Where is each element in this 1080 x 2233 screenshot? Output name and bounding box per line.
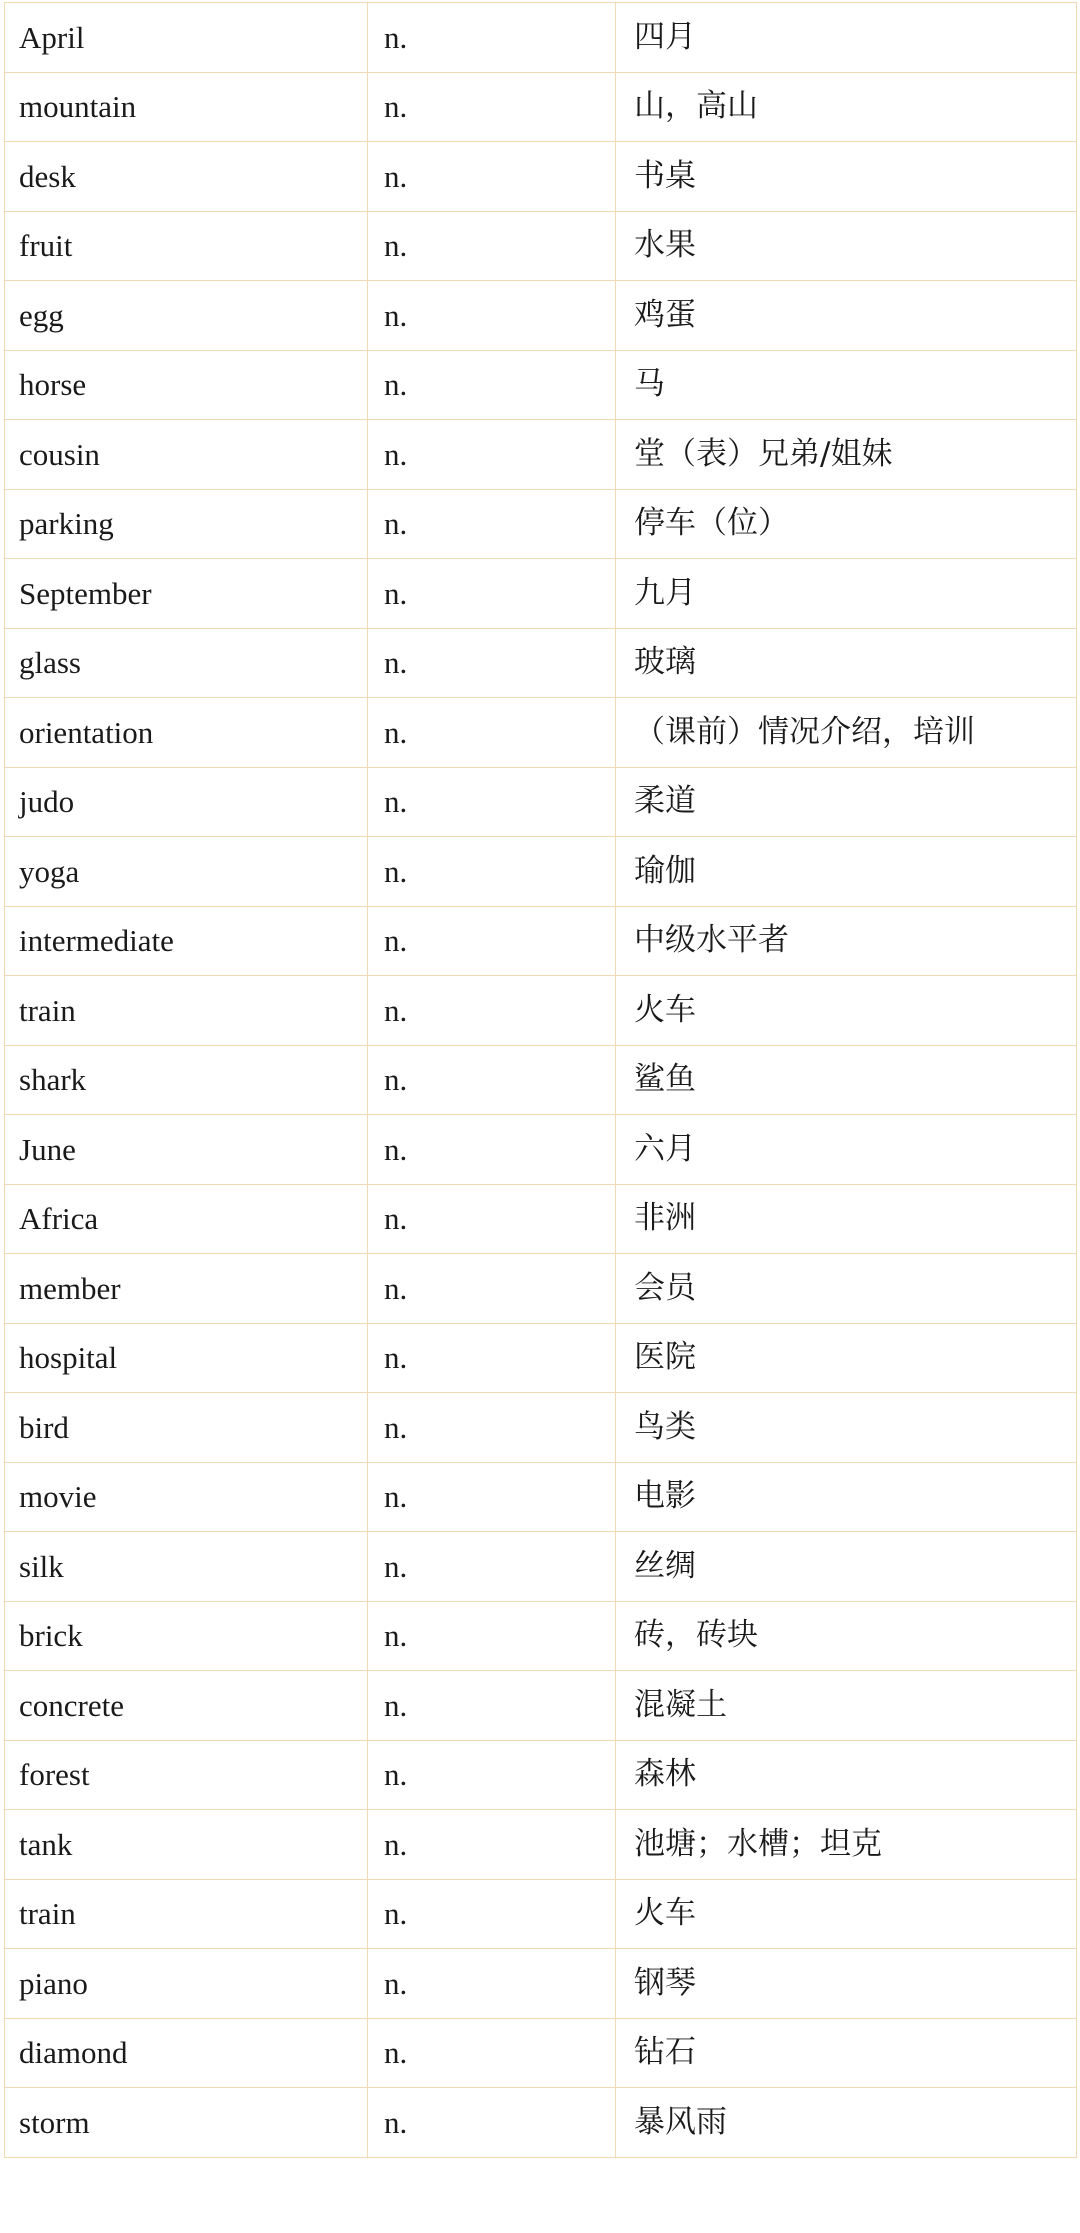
word-cell: concrete [5, 1671, 368, 1741]
word-cell: movie [5, 1462, 368, 1532]
part-of-speech-cell: n. [368, 628, 616, 698]
meaning-cell: 水果 [616, 211, 1077, 281]
vocabulary-table [4, 2, 1077, 2158]
word-cell: bird [5, 1393, 368, 1463]
meaning-cell: 混凝土 [616, 1671, 1077, 1741]
part-of-speech-cell: n. [368, 1532, 616, 1602]
meaning-cell: 丝绸 [616, 1532, 1077, 1602]
meaning-cell: 电影 [616, 1462, 1077, 1532]
table-row [5, 767, 1077, 837]
table-row [5, 1323, 1077, 1393]
meaning-cell: 暴风雨 [616, 2088, 1077, 2158]
meaning-cell: 柔道 [616, 767, 1077, 837]
word-cell: mountain [5, 72, 368, 142]
part-of-speech-cell: n. [368, 72, 616, 142]
part-of-speech-cell: n. [368, 906, 616, 976]
part-of-speech-cell: n. [368, 1879, 616, 1949]
word-cell: glass [5, 628, 368, 698]
meaning-cell: 九月 [616, 559, 1077, 629]
word-cell: brick [5, 1601, 368, 1671]
table-row [5, 906, 1077, 976]
part-of-speech-cell: n. [368, 1462, 616, 1532]
word-cell: shark [5, 1045, 368, 1115]
table-row [5, 281, 1077, 351]
table-row [5, 211, 1077, 281]
table-row [5, 1184, 1077, 1254]
table-row [5, 1810, 1077, 1880]
table-row [5, 420, 1077, 490]
word-cell: silk [5, 1532, 368, 1602]
word-cell: storm [5, 2088, 368, 2158]
table-row [5, 1949, 1077, 2019]
meaning-cell: 森林 [616, 1740, 1077, 1810]
word-cell: fruit [5, 211, 368, 281]
table-row [5, 2018, 1077, 2088]
part-of-speech-cell: n. [368, 1323, 616, 1393]
meaning-cell: 瑜伽 [616, 837, 1077, 907]
meaning-cell: 钢琴 [616, 1949, 1077, 2019]
part-of-speech-cell: n. [368, 211, 616, 281]
table-row [5, 1879, 1077, 1949]
table-row [5, 72, 1077, 142]
table-row [5, 2088, 1077, 2158]
table-row [5, 1740, 1077, 1810]
meaning-cell: 会员 [616, 1254, 1077, 1324]
word-cell: horse [5, 350, 368, 420]
part-of-speech-cell: n. [368, 2018, 616, 2088]
meaning-cell: 非洲 [616, 1184, 1077, 1254]
meaning-cell: （课前）情况介绍，培训 [616, 698, 1077, 768]
word-cell: June [5, 1115, 368, 1185]
word-cell: train [5, 976, 368, 1046]
table-row [5, 837, 1077, 907]
word-cell: Africa [5, 1184, 368, 1254]
word-cell: cousin [5, 420, 368, 490]
part-of-speech-cell: n. [368, 1601, 616, 1671]
table-row [5, 698, 1077, 768]
word-cell: piano [5, 1949, 368, 2019]
word-cell: September [5, 559, 368, 629]
part-of-speech-cell: n. [368, 489, 616, 559]
table-row [5, 1115, 1077, 1185]
table-row [5, 1601, 1077, 1671]
part-of-speech-cell: n. [368, 1393, 616, 1463]
table-row [5, 1254, 1077, 1324]
part-of-speech-cell: n. [368, 559, 616, 629]
meaning-cell: 停车（位） [616, 489, 1077, 559]
meaning-cell: 玻璃 [616, 628, 1077, 698]
word-cell: member [5, 1254, 368, 1324]
word-cell: intermediate [5, 906, 368, 976]
word-cell: orientation [5, 698, 368, 768]
meaning-cell: 池塘；水槽；坦克 [616, 1810, 1077, 1880]
meaning-cell: 书桌 [616, 142, 1077, 212]
part-of-speech-cell: n. [368, 837, 616, 907]
word-cell: diamond [5, 2018, 368, 2088]
word-cell: egg [5, 281, 368, 351]
table-row [5, 1462, 1077, 1532]
meaning-cell: 鸟类 [616, 1393, 1077, 1463]
vocabulary-table-body [5, 3, 1077, 2158]
meaning-cell: 砖，砖块 [616, 1601, 1077, 1671]
word-cell: judo [5, 767, 368, 837]
part-of-speech-cell: n. [368, 1671, 616, 1741]
meaning-cell: 堂（表）兄弟/姐妹 [616, 420, 1077, 490]
meaning-cell: 山，高山 [616, 72, 1077, 142]
part-of-speech-cell: n. [368, 1045, 616, 1115]
meaning-cell: 六月 [616, 1115, 1077, 1185]
part-of-speech-cell: n. [368, 420, 616, 490]
meaning-cell: 四月 [616, 3, 1077, 73]
table-row [5, 3, 1077, 73]
word-cell: forest [5, 1740, 368, 1810]
word-cell: desk [5, 142, 368, 212]
part-of-speech-cell: n. [368, 1254, 616, 1324]
table-row [5, 1393, 1077, 1463]
table-row [5, 1671, 1077, 1741]
word-cell: hospital [5, 1323, 368, 1393]
word-cell: parking [5, 489, 368, 559]
meaning-cell: 中级水平者 [616, 906, 1077, 976]
word-cell: train [5, 1879, 368, 1949]
table-row [5, 142, 1077, 212]
meaning-cell: 火车 [616, 976, 1077, 1046]
word-cell: tank [5, 1810, 368, 1880]
table-row [5, 1045, 1077, 1115]
meaning-cell: 医院 [616, 1323, 1077, 1393]
table-row [5, 976, 1077, 1046]
word-cell: yoga [5, 837, 368, 907]
meaning-cell: 钻石 [616, 2018, 1077, 2088]
part-of-speech-cell: n. [368, 1184, 616, 1254]
part-of-speech-cell: n. [368, 3, 616, 73]
part-of-speech-cell: n. [368, 1115, 616, 1185]
part-of-speech-cell: n. [368, 142, 616, 212]
part-of-speech-cell: n. [368, 350, 616, 420]
meaning-cell: 马 [616, 350, 1077, 420]
part-of-speech-cell: n. [368, 1740, 616, 1810]
part-of-speech-cell: n. [368, 281, 616, 351]
part-of-speech-cell: n. [368, 2088, 616, 2158]
meaning-cell: 鸡蛋 [616, 281, 1077, 351]
table-row [5, 628, 1077, 698]
table-row [5, 559, 1077, 629]
part-of-speech-cell: n. [368, 698, 616, 768]
table-row [5, 350, 1077, 420]
word-cell: April [5, 3, 368, 73]
part-of-speech-cell: n. [368, 1949, 616, 2019]
meaning-cell: 火车 [616, 1879, 1077, 1949]
part-of-speech-cell: n. [368, 976, 616, 1046]
meaning-cell: 鲨鱼 [616, 1045, 1077, 1115]
part-of-speech-cell: n. [368, 767, 616, 837]
table-row [5, 1532, 1077, 1602]
table-row [5, 489, 1077, 559]
part-of-speech-cell: n. [368, 1810, 616, 1880]
